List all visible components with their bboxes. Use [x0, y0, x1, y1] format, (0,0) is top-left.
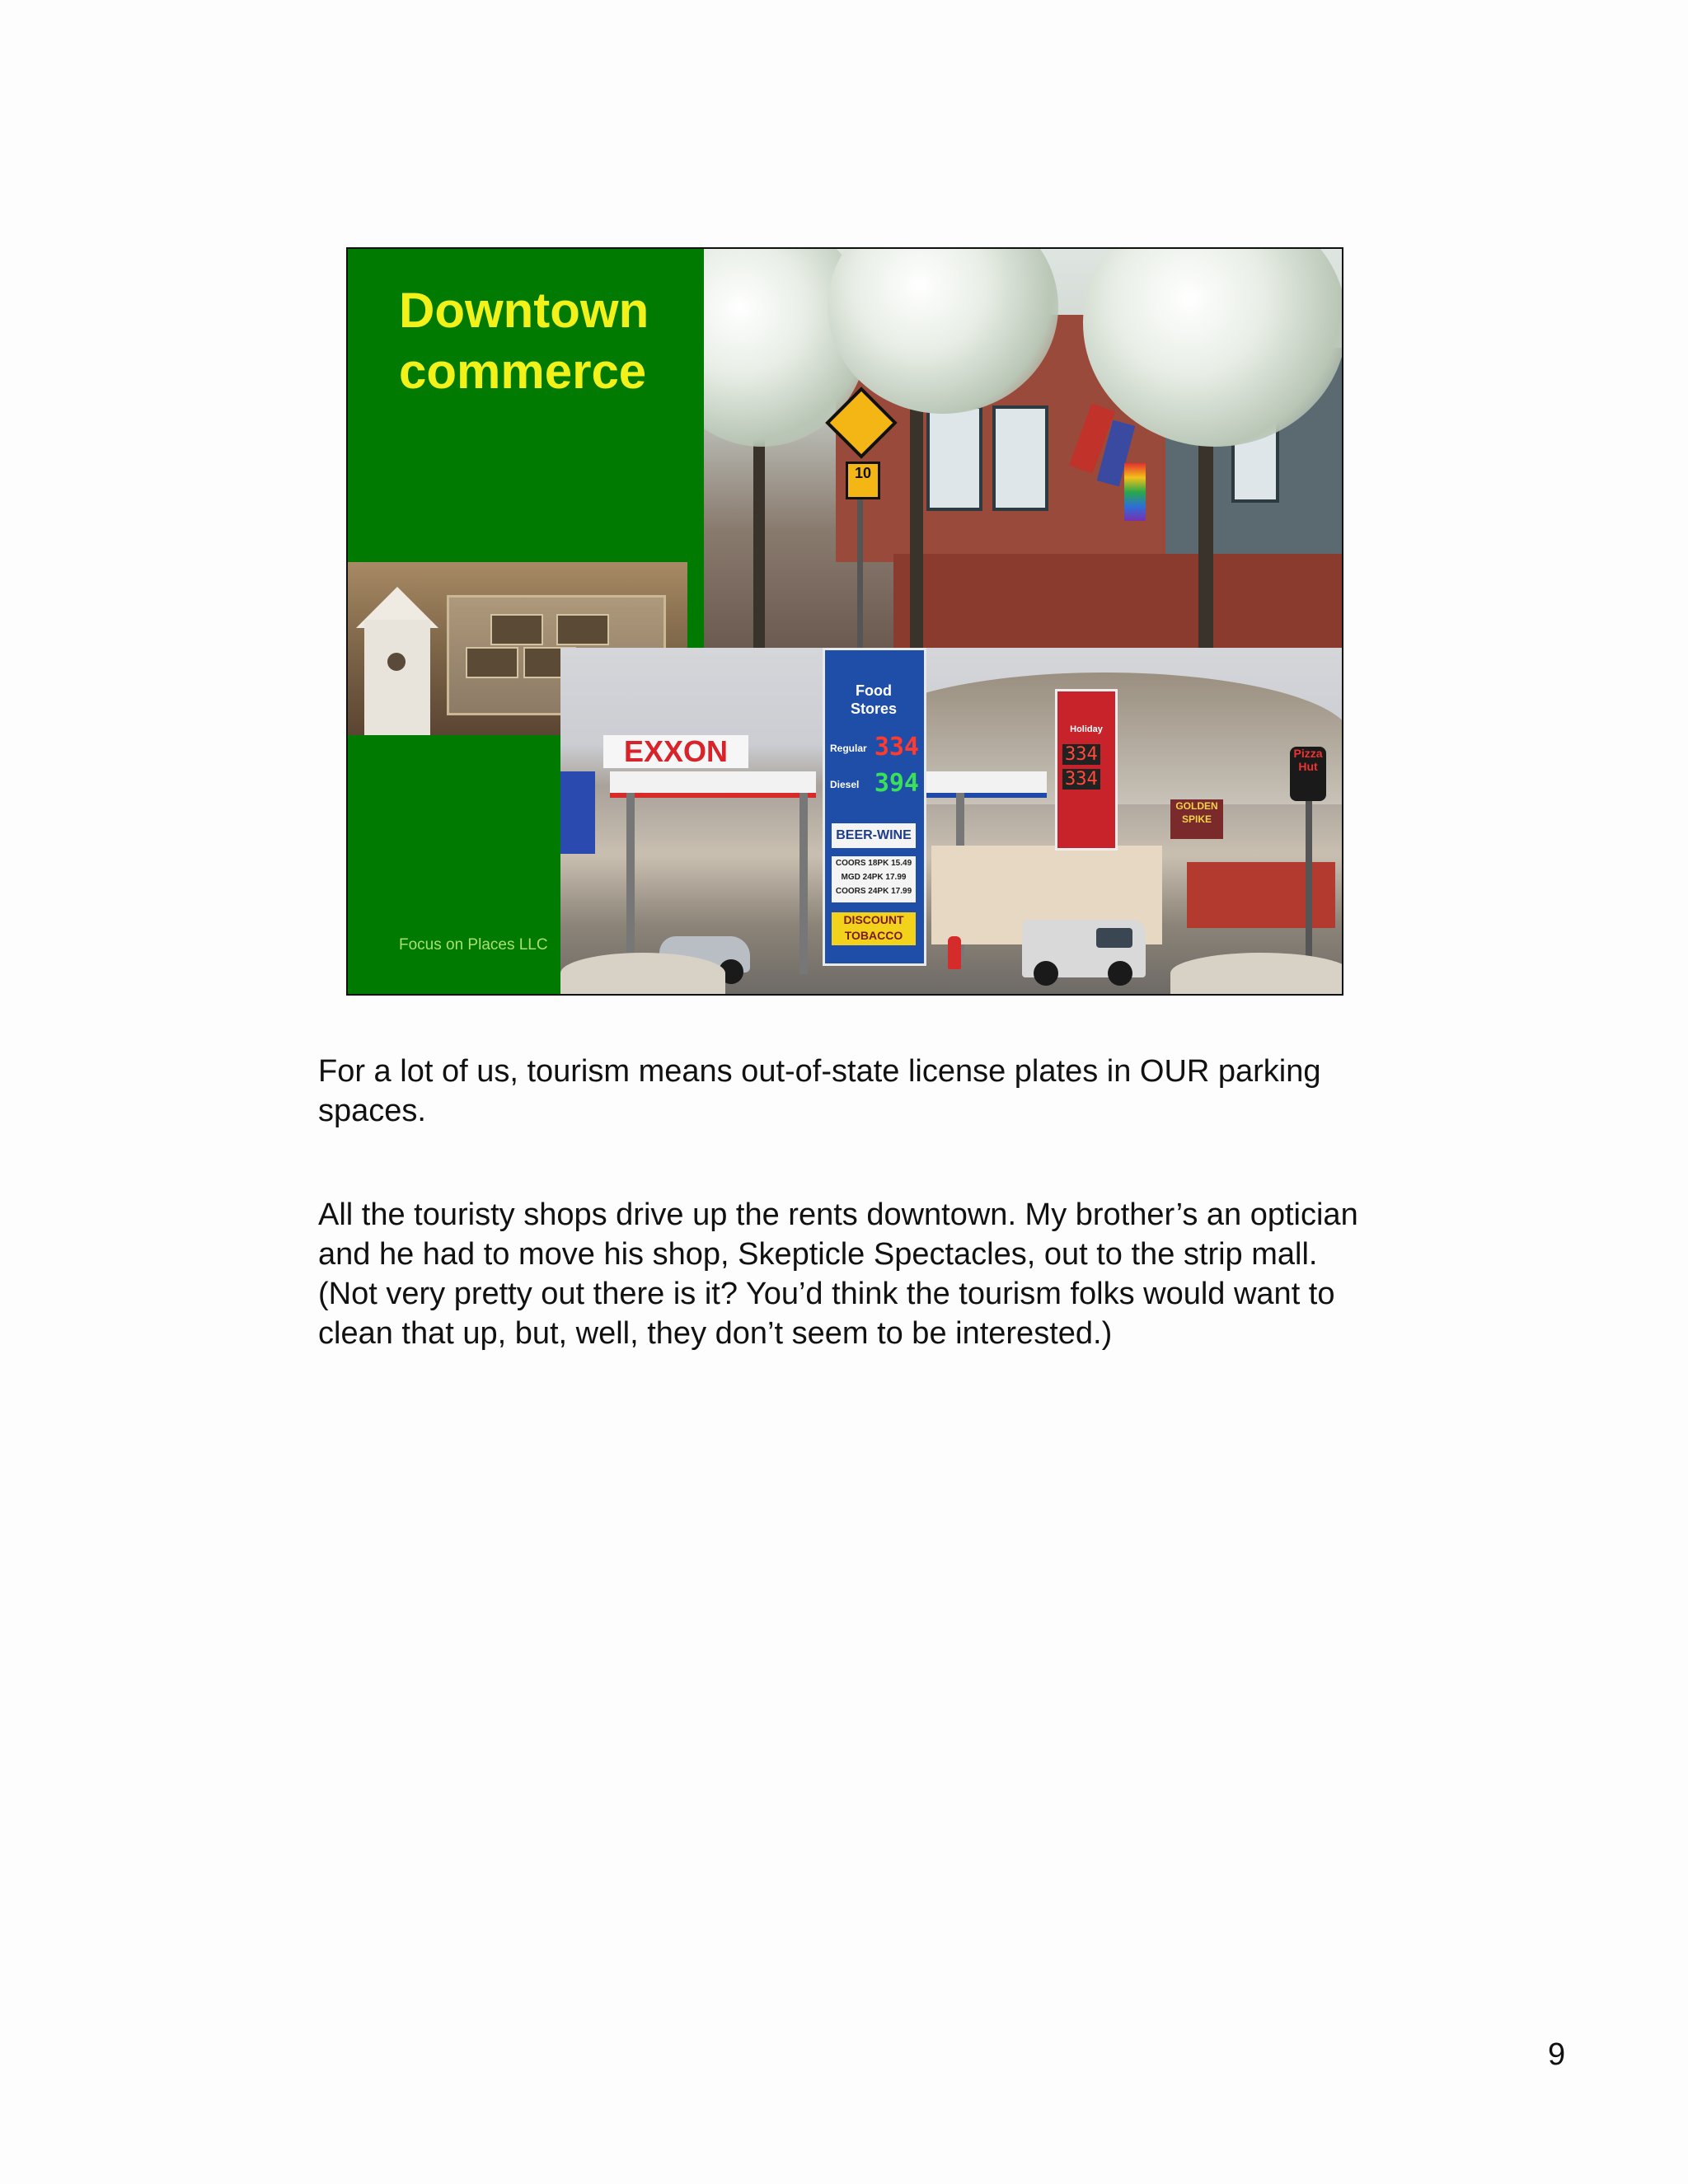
gas-station-photo: [560, 648, 1342, 994]
diesel-price: 394: [874, 769, 919, 798]
birdhouse: [364, 620, 430, 735]
porch: [893, 554, 1342, 648]
canopy-column: [626, 793, 635, 974]
fire-hydrant: [948, 936, 961, 969]
jewelry-tray: [490, 614, 543, 645]
beer-wine-sign: BEER-WINE: [832, 823, 916, 848]
slide-title: Downtown commerce: [399, 283, 649, 399]
pickup-truck: [1022, 920, 1146, 977]
slide-image: [346, 247, 1343, 996]
holiday-price: 334: [1062, 769, 1100, 790]
street-photo: [704, 249, 1342, 648]
store-sign: [560, 771, 595, 854]
holiday-label: Holiday: [1070, 724, 1103, 734]
restaurant-building: [1187, 862, 1335, 928]
diesel-label: Diesel: [830, 779, 860, 790]
exxon-sign: EXXON: [603, 735, 748, 768]
truck-window: [1096, 928, 1132, 948]
holiday-sign: [1055, 689, 1118, 851]
wheel: [1108, 961, 1132, 986]
jewelry-tray: [466, 647, 518, 678]
gas-canopy: [923, 771, 1047, 798]
wheel: [1034, 961, 1058, 986]
gas-canopy: [610, 771, 816, 798]
birdhouse-hole: [387, 653, 406, 671]
snow-pile: [560, 953, 725, 994]
regular-price: 334: [874, 733, 919, 762]
regular-label: Regular: [830, 743, 867, 754]
sign-pole: [857, 493, 863, 648]
photo-credit: Focus on Places LLC: [399, 936, 548, 954]
rainbow-flag: [1124, 463, 1146, 521]
notes-paragraph: For a lot of us, tourism means out-of-state license plates in OUR parking spaces.: [318, 1054, 1321, 1128]
pizza-hut-sign: Pizza Hut: [1290, 747, 1326, 801]
speed-plate: 10: [846, 462, 880, 499]
holiday-price: 334: [1062, 744, 1100, 765]
food-stores-sign: Food Stores: [832, 682, 916, 718]
snow-pile: [1170, 953, 1342, 994]
window: [926, 405, 982, 511]
price-pylon: [823, 648, 926, 966]
discount-tobacco-sign: DISCOUNT TOBACCO: [832, 912, 916, 945]
notes-paragraph: All the touristy shops drive up the rents downtown. My brother’s an optician and he had to move his shop, Skepticle Spectacles, out to the strip mall. (Not very pretty out there is it? You’d think the tourism folks would want to clean that up, but, well, they don’t seem to be interested.): [318, 1197, 1358, 1351]
window: [992, 405, 1048, 511]
golden-spike-sign: GOLDEN SPIKE: [1170, 799, 1223, 839]
beer-price-list: COORS 18PK 15.49 MGD 24PK 17.99 COORS 24PK 17.99: [832, 856, 916, 902]
page-number: 9: [1548, 2037, 1566, 2072]
speaker-notes: [318, 1052, 1381, 1418]
canopy-column: [799, 793, 808, 974]
jewelry-tray: [556, 614, 609, 645]
